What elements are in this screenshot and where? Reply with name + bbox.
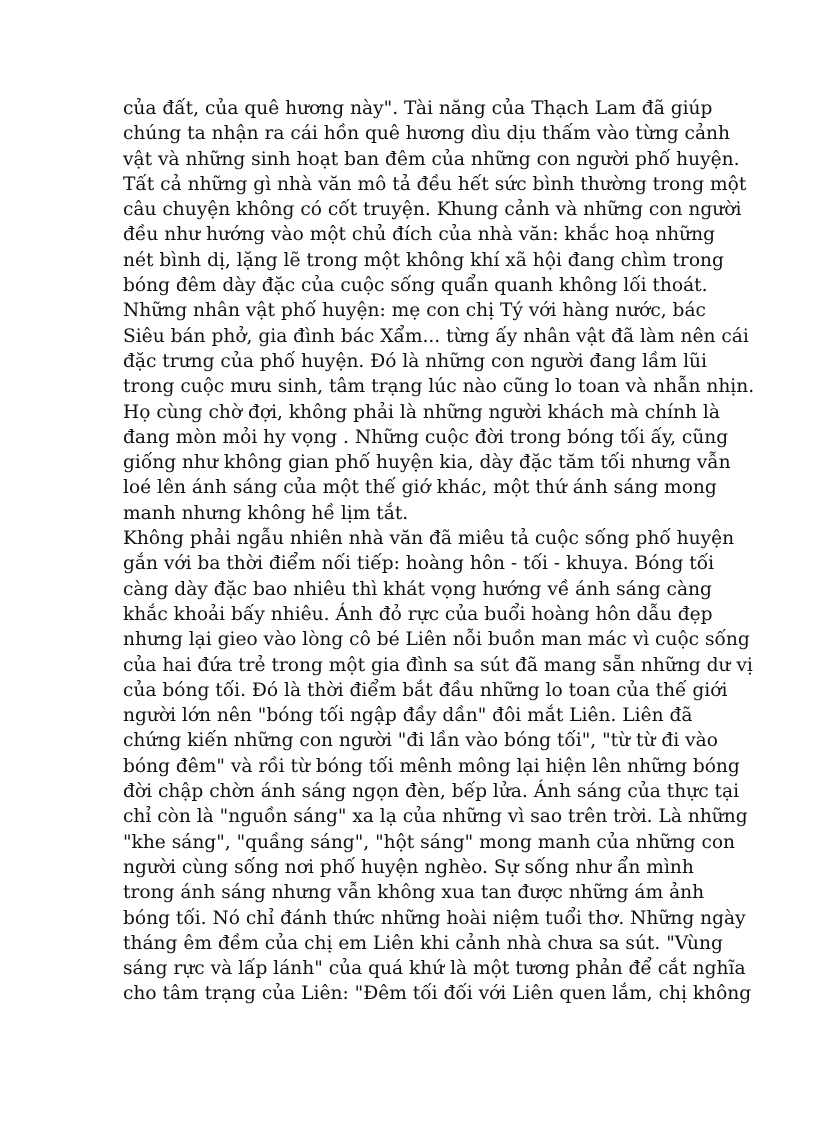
text-line: loé lên ánh sáng của một thế giớ khác, một thứ ánh sáng mong — [123, 477, 717, 499]
text-line: bóng đêm dày đặc của cuộc sống quẩn quanh không lối thoát. — [123, 275, 708, 297]
text-line: Tất cả những gì nhà văn mô tả đều hết sức bình thường trong một — [123, 173, 747, 195]
text-line: câu chuyện không có cốt truyện. Khung cảnh và những con người — [123, 199, 742, 221]
text-line: người lớn nên "bóng tối ngập đầy dần" đôi mắt Liên. Liên đã — [123, 705, 693, 727]
text-line: đang mòn mỏi hy vọng . Những cuộc đời trong bóng tối ấy, cũng — [123, 426, 729, 448]
text-line: chúng ta nhận ra cái hồn quê hương dìu dịu thấm vào từng cảnh — [123, 123, 730, 145]
text-line: của bóng tối. Đó là thời điểm bắt đầu những lo toan của thế giới — [123, 679, 728, 701]
text-line: bóng đêm" và rồi từ bóng tối mênh mông lại hiện lên những bóng — [123, 755, 740, 777]
text-line: của đất, của quê hương này". Tài năng của Thạch Lam đã giúp — [123, 98, 713, 119]
text-line: gắn với ba thời điểm nối tiếp: hoàng hôn - tối - khuya. Bóng tối — [123, 553, 715, 575]
text-line: càng dày đặc bao nhiêu thì khát vọng hướng về ánh sáng càng — [123, 578, 712, 600]
text-line: Họ cùng chờ đợi, không phải là những người khách mà chính là — [123, 401, 720, 423]
text-line: Những nhân vật phố huyện: mẹ con chị Tý với hàng nước, bác — [123, 300, 706, 322]
text-line: Không phải ngẫu nhiên nhà văn đã miêu tả cuộc sống phố huyện — [123, 528, 735, 550]
text-line: người cùng sống nơi phố huyện nghèo. Sự sống như ẩn mình — [123, 856, 694, 878]
body-text — [123, 96, 755, 1007]
text-line: Siêu bán phở, gia đình bác Xẩm... từng ấy nhân vật đã làm nên cái — [123, 325, 749, 347]
text-line: khắc khoải bấy nhiêu. Ánh đỏ rực của buổi hoàng hôn dẫu đẹp — [123, 603, 713, 625]
text-line: của hai đứa trẻ trong một gia đình sa sút đã mang sẵn những dư vị — [123, 654, 753, 676]
text-line: nhưng lại gieo vào lòng cô bé Liên nỗi buồn man mác vì cuộc sống — [123, 629, 750, 651]
text-line: đời chập chờn ánh sáng ngọn đèn, bếp lửa. Ánh sáng của thực tại — [123, 781, 740, 803]
text-line: manh nhưng không hề lịm tắt. — [123, 502, 409, 524]
text-line: "khe sáng", "quầng sáng", "hột sáng" mong manh của những con — [123, 831, 736, 853]
text-line: đặc trưng của phố huyện. Đó là những con người đang lầm lũi — [123, 350, 707, 372]
text-line: vật và những sinh hoạt ban đêm của những con người phố huyện. — [123, 148, 740, 170]
text-line: nét bình dị, lặng lẽ trong một không khí xã hội đang chìm trong — [123, 249, 724, 271]
text-line: tháng êm đềm của chị em Liên khi cảnh nhà chưa sa sút. "Vùng — [123, 932, 723, 954]
text-line: trong ánh sáng nhưng vẫn không xua tan được những ám ảnh — [123, 882, 705, 904]
text-line: chỉ còn là "nguồn sáng" xa lạ của những vì sao trên trời. Là những — [123, 806, 748, 828]
text-line: trong cuộc mưu sinh, tâm trạng lúc nào cũng lo toan và nhẫn nhịn. — [123, 376, 755, 398]
text-line: cho tâm trạng của Liên: "Đêm tối đối với Liên quen lắm, chị không — [123, 983, 752, 1005]
text-line: chứng kiến những con người "đi lần vào bóng tối", "từ từ đi vào — [123, 730, 718, 752]
text-line: sáng rực và lấp lánh" của quá khứ là một tương phản để cắt nghĩa — [123, 958, 746, 980]
text-line: đều như hướng vào một chủ đích của nhà văn: khắc hoạ những — [123, 224, 716, 246]
text-line: bóng tối. Nó chỉ đánh thức những hoài niệm tuổi thơ. Những ngày — [123, 907, 746, 929]
text-line: giống như không gian phố huyện kia, dày đặc tăm tối nhưng vẫn — [123, 452, 731, 474]
